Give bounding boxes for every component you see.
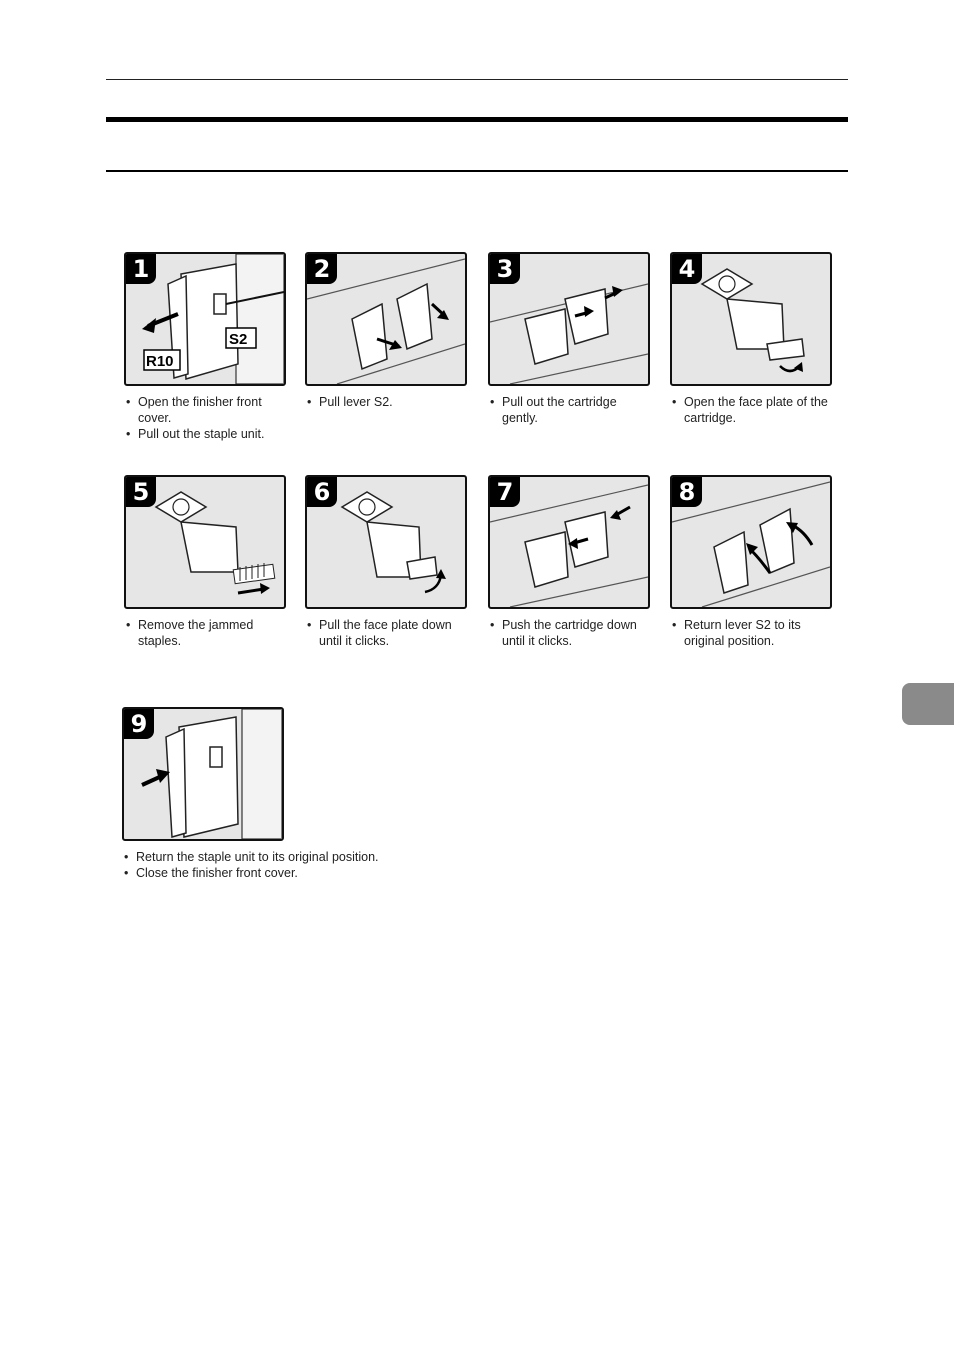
instruction-item: • Pull the face plate down until it clicks. <box>305 617 467 649</box>
step-7-instructions <box>488 617 650 649</box>
step-5 <box>124 475 286 649</box>
step-1-illustration <box>124 252 286 386</box>
step-8-instructions <box>670 617 832 649</box>
instruction-item: • Remove the jammed staples. <box>124 617 286 649</box>
step-2-instructions <box>305 394 467 410</box>
step-6-instructions <box>305 617 467 649</box>
step-9 <box>122 707 422 881</box>
callout-s2: S2 <box>229 331 248 348</box>
step-number: 8 <box>672 477 702 507</box>
instruction-item: • Push the cartridge down until it clicks. <box>488 617 650 649</box>
step-4-instructions <box>670 394 832 426</box>
instruction-item: • Open the finisher front cover. <box>124 394 286 426</box>
step-7-illustration <box>488 475 650 609</box>
step-4-illustration <box>670 252 832 386</box>
step-number: 6 <box>307 477 337 507</box>
step-8 <box>670 475 832 649</box>
step-number: 9 <box>124 709 154 739</box>
step-4 <box>670 252 832 426</box>
callout-r10: R10 <box>146 353 174 370</box>
step-5-illustration <box>124 475 286 609</box>
step-1 <box>124 252 286 442</box>
instruction-item: • Pull lever S2. <box>305 394 467 410</box>
instruction-item: • Pull out the cartridge gently. <box>488 394 650 426</box>
step-9-illustration <box>122 707 284 841</box>
step-1-instructions <box>124 394 286 442</box>
step-3-illustration <box>488 252 650 386</box>
step-8-illustration <box>670 475 832 609</box>
instruction-item: • Close the finisher front cover. <box>122 865 422 881</box>
step-9-instructions <box>122 849 422 881</box>
step-7 <box>488 475 650 649</box>
step-number: 2 <box>307 254 337 284</box>
step-number: 5 <box>126 477 156 507</box>
step-6-illustration <box>305 475 467 609</box>
step-2 <box>305 252 467 410</box>
step-6 <box>305 475 467 649</box>
section-rule <box>106 170 848 172</box>
step-number: 1 <box>126 254 156 284</box>
instruction-item: • Return lever S2 to its original position. <box>670 617 832 649</box>
step-3 <box>488 252 650 426</box>
header-rule <box>106 79 848 80</box>
step-number: 4 <box>672 254 702 284</box>
section-rule-thick <box>106 117 848 122</box>
step-number: 3 <box>490 254 520 284</box>
step-5-instructions <box>124 617 286 649</box>
instruction-item: • Pull out the staple unit. <box>124 426 286 442</box>
step-3-instructions <box>488 394 650 426</box>
step-number: 7 <box>490 477 520 507</box>
step-2-illustration <box>305 252 467 386</box>
chapter-tab <box>902 683 954 725</box>
instruction-item: • Open the face plate of the cartridge. <box>670 394 832 426</box>
instruction-item: • Return the staple unit to its original position. <box>122 849 422 865</box>
